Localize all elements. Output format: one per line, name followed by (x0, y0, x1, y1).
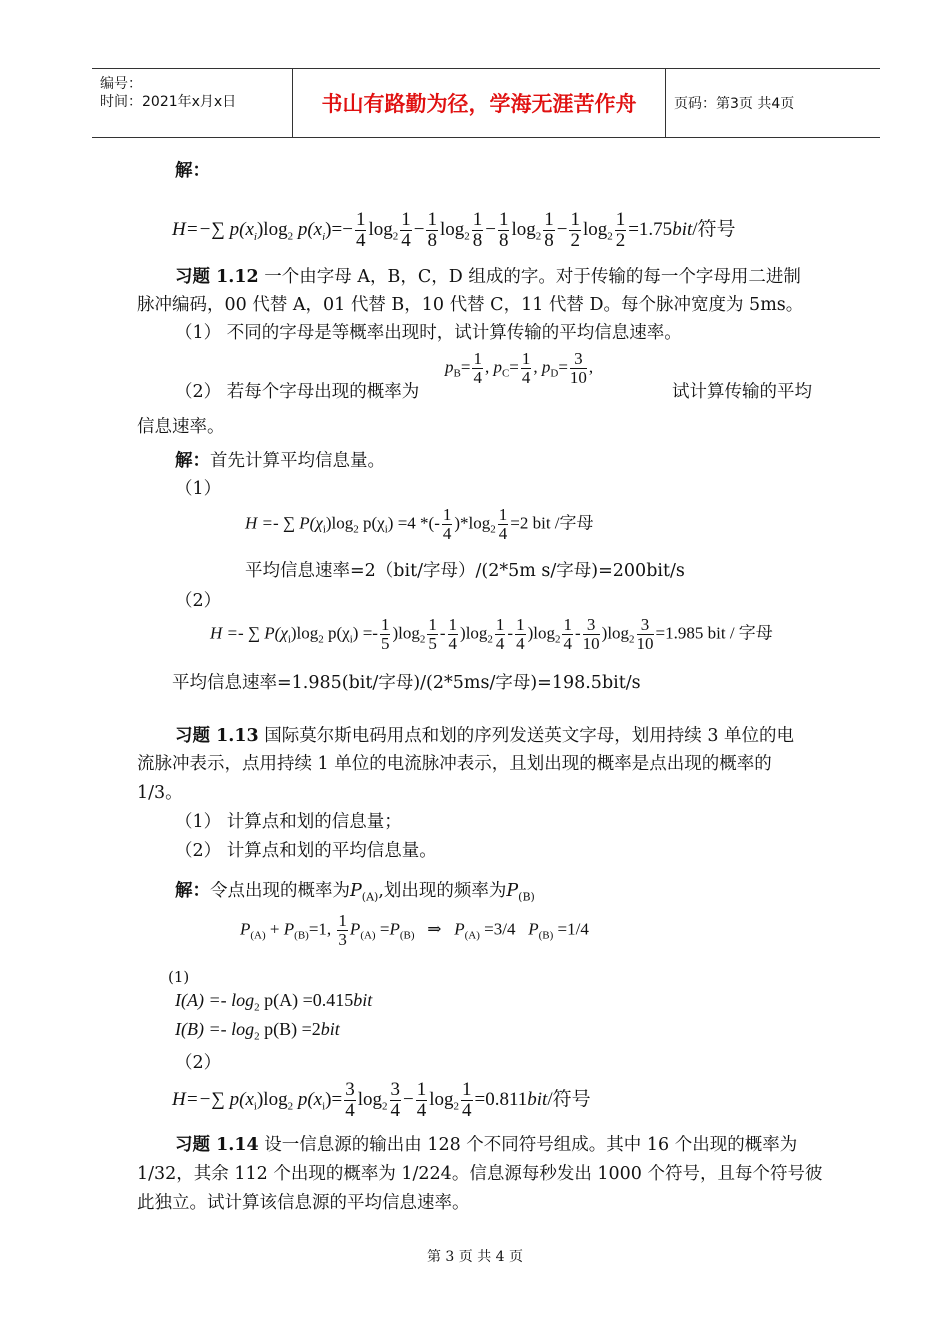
average-rate-1: 平均信息速率=2（bit/字母）/(2*5m s/字母)=200bit/s (245, 561, 685, 581)
problem-1-12-part2-label: （2） (175, 591, 222, 611)
entropy-equation-1-13: H=−∑ $p(x_i)\log_2$ $p(x_i)=$ $\frac{3}{4}$ $\log_2$ $\frac{3}{4}$ − $\frac{1}{4}$ $\log_2$ $\frac{1}{4}$ =0.811bit/符号 (172, 1079, 591, 1121)
problem-1-13-part2-label: （2） (175, 1053, 222, 1073)
problem-1-14-line3: 此独立。试计算该信息源的平均信息速率。 (137, 1193, 470, 1213)
number-label: 编号： (100, 76, 142, 92)
letter-probabilities: $p_B=$ $\frac{1}{4}$ , $p_C=$ $\frac{1}{4}$ , $p_D=$ $\frac{3}{10}$ , (445, 349, 594, 387)
page-footer: 第 3 页 共 4 页 (426, 1249, 524, 1265)
problem-1-14-line2: 1/32，其余 112 个出现的概率为 1/224。信息源每秒发出 1000 个符号，且每个符号彼 (137, 1164, 823, 1184)
problem-1-12-part1-label: （1） (175, 479, 222, 499)
problem-1-12-line2: 脉冲编码，00 代替 A，01 代替 B，10 代替 C，11 代替 D。每个脉冲宽度为 5ms。 (137, 295, 804, 315)
problem-1-13-part1-label: (1) (168, 968, 190, 986)
entropy-equation-1: H=−∑ $p(x_i)\log_2$ $p(x_i)=-$ $\frac{1}{4}$ $\log_2$ $\frac{1}{4}$ − $\frac{1}{8}$ $\log_2$ $\frac{1}{8}$ − $\frac{1}{8}$ $\log_2$ $\frac{1}{8}$ − $\frac{1}{2}$ $\log_2$ $\frac{1}{2}$ =1.75bit/符号 (172, 209, 736, 251)
entropy-equation-1-12-b: H =- ∑ $P(\chi_i)\log_2$ $p(\chi_i)$ =- $\frac{1}{5}$ )$\log_2$ $\frac{1}{5}$ - $\frac{1}{4}$ )$\log_2$ $\frac{1}{4}$ - $\frac{1}{4}$ )$\log_2$ $\frac{1}{4}$ - $\frac{3}{10}$ )$\log_2$ $\frac{3}{10}$ =1.985 bit / 字母 (210, 615, 773, 653)
time-label: 时间：2021年x月x日 (100, 94, 237, 110)
problem-1-13-line3: 1/3。 (137, 783, 183, 803)
motto: 书山有路勤为径，学海无涯苦作舟 (293, 69, 666, 137)
problem-1-13-line1: 习题 1.13 国际莫尔斯电码用点和划的序列发送英文字母，划用持续 3 单位的电 (175, 726, 795, 746)
problem-1-13-q2: （2） 计算点和划的平均信息量。 (175, 841, 437, 861)
problem-1-13-q1: （1） 计算点和划的信息量； (175, 812, 402, 832)
problem-1-12-line1: 习题 1.12 一个由字母 A，B，C，D 组成的字。对于传输的每一个字母用二进制 (175, 267, 801, 287)
header-meta (92, 69, 293, 137)
problem-1-12-q2-tail: 试计算传输的平均 (672, 382, 812, 402)
problem-1-12-q2: （2） 若每个字母出现的概率为 (175, 382, 420, 402)
page-label: 页码：第3页 共4页 (674, 96, 795, 112)
average-rate-2: 平均信息速率=1.985(bit/字母)/(2*5ms/字母)=198.5bit/s (172, 673, 641, 693)
problem-1-13-line2: 流脉冲表示，点用持续 1 单位的电流脉冲表示，且划出现的概率是点出现的概率的 (137, 754, 772, 774)
info-dot: $I(A) =- \log_2 p(A) =0.415bit$ (175, 990, 373, 1014)
page-header (92, 68, 880, 138)
problem-1-12-q1: （1） 不同的字母是等概率出现时，试计算传输的平均信息速率。 (175, 323, 682, 343)
problem-1-12-q2-line2: 信息速率。 (137, 417, 225, 437)
problem-1-12-solution: 解：首先计算平均信息量。 (175, 451, 385, 471)
entropy-equation-1-12-a: H =- ∑ $P(\chi_i)\log_2$ $p(\chi_i) =4$ *(- $\frac{1}{4}$ )$*\log_2$ $\frac{1}{4}$ =2 bit /字母 (245, 505, 594, 543)
solution-label: 解： (175, 161, 210, 181)
probability-relation: $P_{(A)} + P_{(B)}=1$, $\frac{1}{3}$ $P_{(A)} =P_{(B)}$ ⇒ $P_{(A)} =3/4$ $P_{(B)} =1/4$ (240, 911, 589, 949)
info-dash: $I(B) =- \log_2 p(B) =2bit$ (175, 1019, 340, 1043)
problem-1-14-line1: 习题 1.14 设一信息源的输出由 128 个不同符号组成。其中 16 个出现的概率为 (175, 1135, 798, 1155)
problem-1-13-solution: 解：令点出现的概率为$P_{(A)}$,划出现的频率为$P_{(B)}$ (175, 881, 535, 904)
